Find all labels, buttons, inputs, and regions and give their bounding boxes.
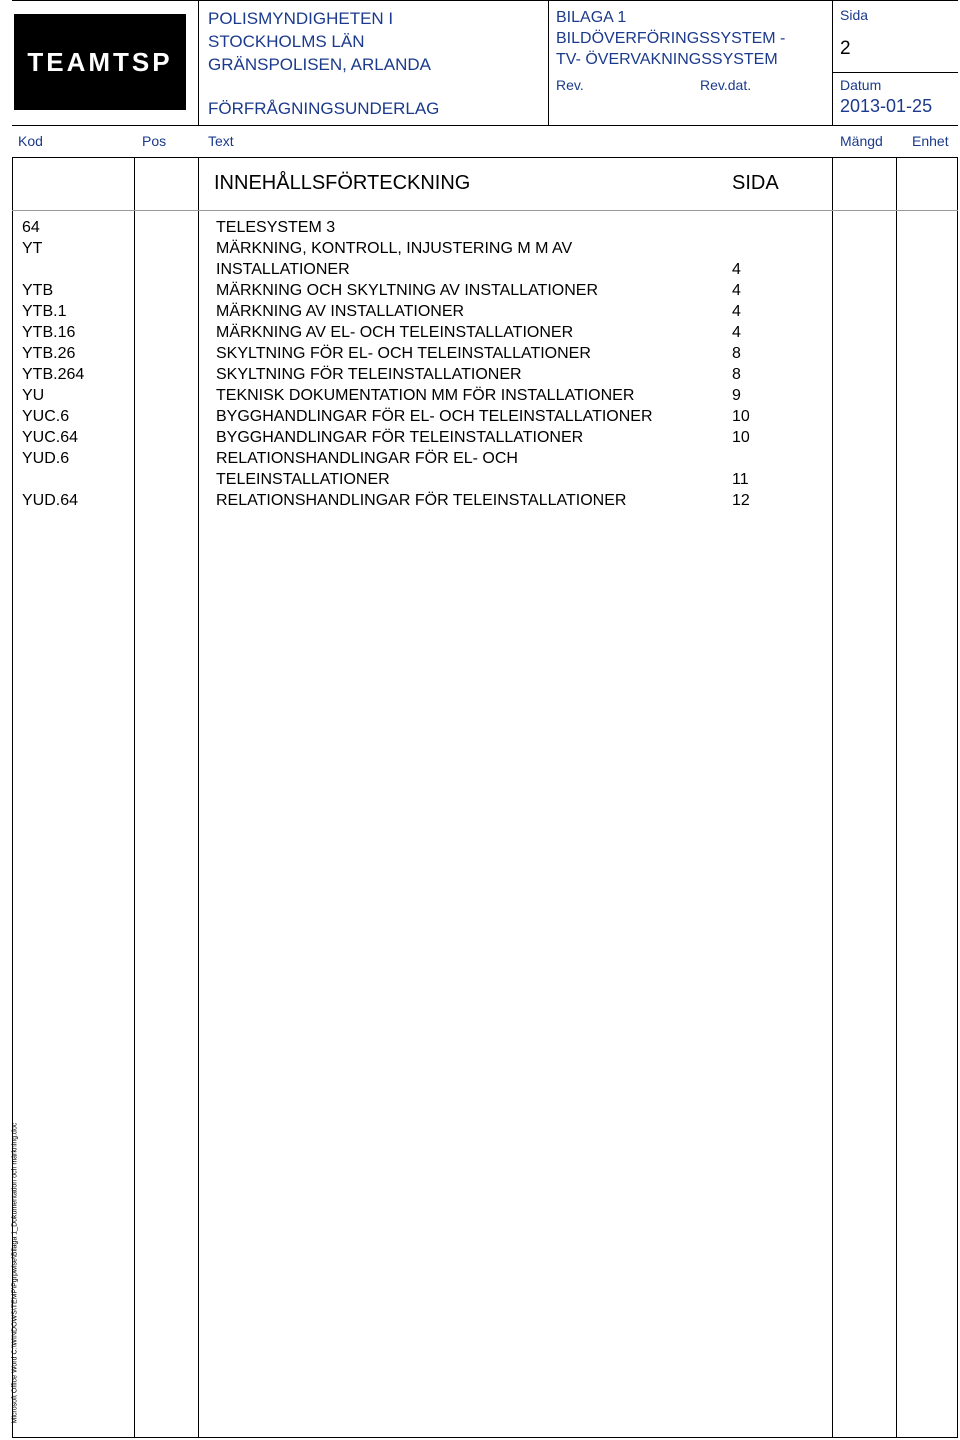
header-divider-3 [832,0,833,126]
toc-row-code: YUC.64 [22,429,79,446]
toc-row-page: 12 [732,492,750,509]
revdat-label: Rev.dat. [700,77,752,93]
col-enhet: Enhet [912,133,949,149]
toc-row-text: BYGGHANDLINGAR FÖR TELEINSTALLATIONER [216,429,584,446]
toc-row-page: 8 [732,345,741,362]
header-bottom-border [12,125,958,126]
body-divider-kod [134,158,135,1438]
toc-row-page: 4 [732,324,741,341]
toc-row-text: MÄRKNING OCH SKYLTNING AV INSTALLATIONER [216,282,598,299]
toc-row-text: BYGGHANDLINGAR FÖR EL- OCH TELEINSTALLATIONER [216,408,653,425]
toc-row-text: INSTALLATIONER [216,261,350,278]
toc-row-text: MÄRKNING AV EL- OCH TELEINSTALLATIONER [216,324,574,341]
header-top-border [12,0,958,1]
toc-row-text: TELESYSTEM 3 [216,219,336,236]
body-divider-mangd [896,158,897,1438]
body-divider-text [832,158,833,1438]
toc-row-code: YUD.6 [22,450,70,467]
column-header-bottom [12,157,958,158]
doc-type: FÖRFRÅGNINGSUNDERLAG [208,99,440,118]
toc-row-text: RELATIONSHANDLINGAR FÖR EL- OCH [216,450,518,467]
toc-row-code: YUC.6 [22,408,70,425]
bilaga-line-1: BILAGA 1 [556,9,627,26]
body-right-border [957,158,958,1438]
toc-row-text: TEKNISK DOKUMENTATION MM FÖR INSTALLATIONER [216,387,635,404]
toc-row-code: YTB.16 [22,324,76,341]
toc-sida-header: SIDA [732,172,779,194]
toc-title: INNEHÅLLSFÖRTECKNING [214,172,471,194]
toc-row-code: YU [22,387,45,404]
toc-row-text: SKYLTNING FÖR EL- OCH TELEINSTALLATIONER [216,345,591,362]
toc-row-page: 4 [732,261,741,278]
toc-row-page: 8 [732,366,741,383]
bilaga-line-2: BILDÖVERFÖRINGSSYSTEM - [556,30,786,47]
col-text: Text [208,133,234,149]
sida-label: Sida [840,7,869,23]
toc-row-code: YTB.264 [22,366,85,383]
toc-heading-rule [12,210,958,211]
toc-row-text: RELATIONSHANDLINGAR FÖR TELEINSTALLATIONER [216,492,627,509]
col-kod: Kod [18,133,43,149]
toc-row-code: YTB.26 [22,345,76,362]
sida-value: 2 [840,38,851,59]
toc-row-page: 10 [732,429,750,446]
bilaga-line-3: TV- ÖVERVAKNINGSSYSTEM [556,51,778,68]
col-mangd: Mängd [840,133,883,149]
datum-value: 2013-01-25 [840,96,933,116]
company-logo [14,14,186,110]
toc-row-code: YT [22,240,43,257]
logo-text: TEAMTSP [27,46,173,77]
toc-row-code: YUD.64 [22,492,79,509]
toc-row-text: TELEINSTALLATIONER [216,471,390,488]
org-line-1: POLISMYNDIGHETEN I [208,9,394,28]
toc-row-page: 4 [732,282,741,299]
org-line-3: GRÄNSPOLISEN, ARLANDA [208,55,431,74]
toc-row-page: 4 [732,303,741,320]
header-divider-1 [198,0,199,126]
datum-label: Datum [840,77,882,93]
toc-row-code: YTB [22,282,54,299]
toc-row-code: YTB.1 [22,303,67,320]
toc-row-text: SKYLTNING FÖR TELEINSTALLATIONER [216,366,522,383]
org-line-2: STOCKHOLMS LÄN [208,32,365,51]
toc-row-page: 10 [732,408,750,425]
toc-row-page: 11 [732,471,749,488]
file-path-footer: Microsoft Office Word C:\WINDOWS\TEMP\Pgrpwise\Bilaga 1_Dokumentation och märkning.doc [11,1122,19,1424]
body-divider-pos [198,158,199,1438]
toc-row-page: 9 [732,387,741,404]
sida-divider [832,72,958,73]
toc-row-text: MÄRKNING, KONTROLL, INJUSTERING M M AV [216,240,573,257]
body-bottom-border [12,1437,958,1438]
toc-row-text: MÄRKNING AV INSTALLATIONER [216,303,465,320]
col-pos: Pos [142,133,167,149]
header-divider-2 [548,0,549,126]
rev-label: Rev. [556,77,584,93]
toc-row-code: 64 [22,219,40,236]
